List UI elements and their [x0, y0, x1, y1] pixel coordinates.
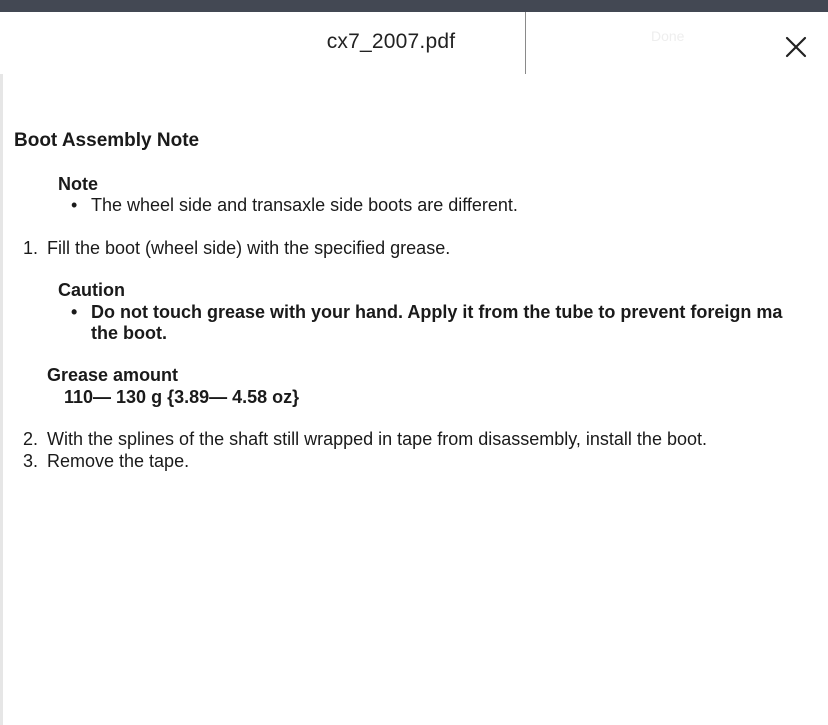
- caution-bullet-line-1: Do not touch grease with your hand. Apply it from the tube to prevent foreign ma: [91, 302, 783, 322]
- document-title: cx7_2007.pdf: [326, 30, 456, 53]
- pdf-page[interactable]: [0, 74, 828, 725]
- caution-label: Caution: [58, 280, 125, 300]
- step-1-number: 1.: [23, 238, 39, 258]
- caution-bullet-line-2: the boot.: [91, 323, 167, 343]
- step-3-text: Remove the tape.: [47, 451, 190, 471]
- done-button-faded[interactable]: Done: [651, 28, 685, 44]
- note-bullet-symbol: •: [71, 195, 78, 215]
- close-button[interactable]: [776, 30, 814, 68]
- viewer-header: [0, 12, 828, 74]
- grease-amount-label: Grease amount: [47, 365, 179, 385]
- step-3-number: 3.: [23, 451, 39, 471]
- section-heading: Boot Assembly Note: [14, 130, 200, 151]
- status-bar: [0, 0, 828, 12]
- note-bullet-text: The wheel side and transaxle side boots are different.: [91, 195, 518, 215]
- caution-bullet-symbol: •: [71, 302, 78, 322]
- step-1-text: Fill the boot (wheel side) with the specified grease.: [47, 238, 451, 258]
- step-2-text: With the splines of the shaft still wrapped in tape from disassembly, install the boot.: [47, 429, 707, 449]
- step-2-number: 2.: [23, 429, 39, 449]
- close-icon: [776, 30, 814, 68]
- note-label: Note: [58, 174, 98, 194]
- grease-amount-value: 110— 130 g {3.89— 4.58 oz}: [64, 387, 300, 407]
- header-panel: [525, 12, 828, 80]
